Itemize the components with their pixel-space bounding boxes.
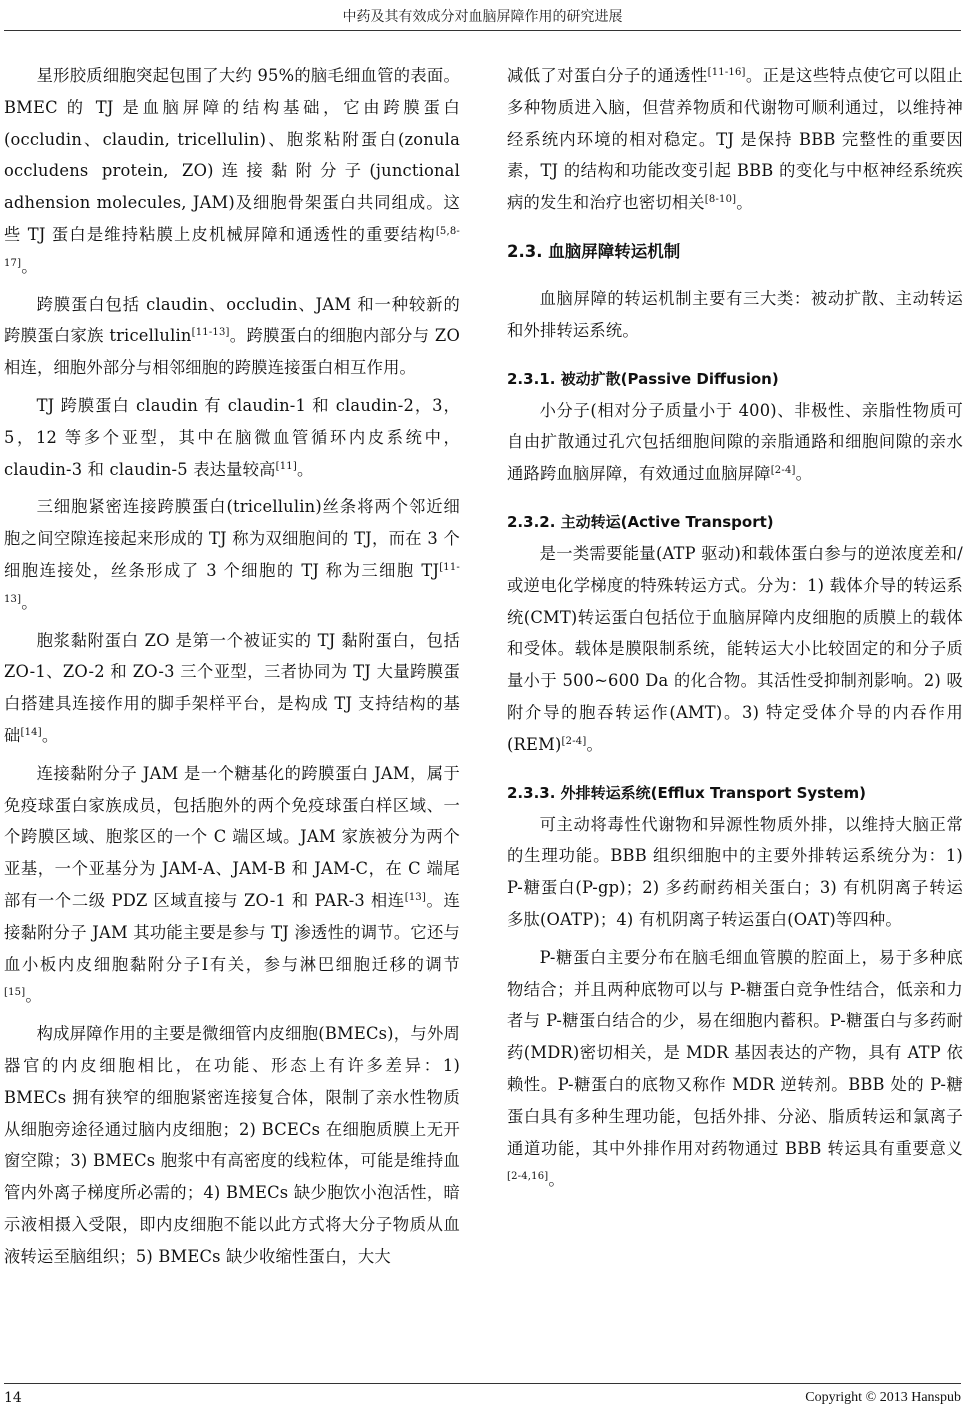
paragraph — [4, 1018, 460, 1272]
paragraph-end: 。 — [41, 725, 59, 745]
paragraph-end: 。 — [548, 1170, 565, 1190]
paragraph-end: 。 — [25, 986, 42, 1006]
left-column — [4, 60, 460, 1278]
paragraph-end: 。 — [795, 464, 813, 484]
paragraph-text: 。正是这些特点使它可以阻止多种物质进入脑，但营养物质和代谢物可顺利通过，以维持神经系统内环境的相对稳定。TJ 是保持 BBB 完整性的重要因素，TJ 的结构和功能改变引起 BBB 的变化与中枢神经系统疾病的发生和治疗也密切相关 — [507, 66, 963, 213]
paragraph-text: TJ 跨膜蛋白 claudin 有 claudin-1 和 claudin-2，3，5，12 等多个亚型，其中在脑微血管循环内皮系统中，claudin-3 和 claudin-5 表达量较高 — [4, 395, 460, 479]
paragraph — [4, 491, 460, 618]
paragraph-end: 。跨膜蛋白的细胞内部分与 ZO 相连，细胞外部分与相邻细胞的跨膜连接蛋白相互作用。 — [4, 326, 460, 378]
citation: [11-13] — [191, 327, 230, 339]
subsection-heading: 2.3.1. 被动扩散(Passive Diffusion) — [507, 369, 779, 388]
citation: [8-10] — [704, 194, 737, 206]
paragraph-text: 跨膜蛋白包括 claudin、occludin、JAM 和一种较新的跨膜蛋白家族 tricellulin — [4, 294, 460, 346]
paragraph-text: 三细胞紧密连接跨膜蛋白(tricellulin)丝条将两个邻近细胞之间空隙连接起来形成的 TJ 称为双细胞间的 TJ，而在 3 个细胞连接处，丝条形成了 3 个细胞的 TJ 称为三细胞 TJ — [4, 497, 460, 580]
citation: [11-13] — [4, 561, 460, 605]
paragraph-text: 血脑屏障的转运机制主要有三大类：被动扩散、主动转运和外排转运系统。 — [507, 288, 963, 340]
paragraph-text: 小分子(相对分子质量小于 400)、非极性、亲脂性物质可自由扩散通过孔穴包括细胞间隙的亲脂通路和细胞间隙的亲水通路跨血脑屏障，有效通过血脑屏障 — [507, 400, 963, 484]
paragraph-end: 。 — [586, 734, 603, 754]
right-column — [507, 60, 963, 1202]
copyright-notice: Copyright © 2013 Hanspub — [805, 1390, 961, 1405]
paragraph — [4, 60, 460, 283]
paragraph-end: 。 — [21, 256, 38, 276]
paragraph — [4, 390, 460, 485]
paragraph — [507, 538, 963, 761]
header-divider — [4, 30, 961, 31]
paragraph-text: 星形胶质细胞突起包围了大约 95%的脑毛细血管的表面。BMEC 的 TJ 是血脑屏障的结构基础，它由跨膜蛋白(occludin、claudin, tricellulin)、胞浆粘附蛋白(zonula occludens protein, ZO)连接黏附分子(junctional adhension molecules, JAM)及细胞骨架蛋白共同组成。这些 TJ 蛋白是维持粘膜上皮机械屏障和通透性的重要结构 — [4, 66, 460, 244]
section-heading: 2.3. 血脑屏障转运机制 — [507, 241, 681, 261]
paragraph-text: 。连接黏附分子 JAM 其功能主要是参与 TJ 渗透性的调节。它还与血小板内皮细胞黏附分子Ⅰ有关，参与淋巴细胞迁移的调节 — [4, 890, 460, 974]
paragraph-text: 减低了对蛋白分子的通透性 — [507, 66, 708, 85]
paragraph-end: 。 — [21, 592, 38, 612]
citation: [14] — [20, 726, 42, 738]
citation: [11-16] — [707, 67, 746, 78]
citation: [2-4,16] — [507, 1171, 549, 1183]
paragraph — [4, 289, 460, 384]
page-number: 14 — [4, 1390, 22, 1406]
paragraph-end: 。 — [296, 459, 314, 479]
citation: [2-4] — [770, 465, 796, 477]
paragraph-text: 构成屏障作用的主要是微细管内皮细胞(BMECs)，与外周器官的内皮细胞相比，在功能、形态上有许多差异：1) BMECs 拥有狭窄的细胞紧密连接复合体，限制了亲水性物质从细胞旁途径通过脑内皮细胞；2) BCECs 在细胞质膜上无开窗空隙；3) BMECs 胞浆中有高密度的线粒体，可能是维持血管内外离子梯度所必需的；4) BMECs 缺少胞饮小泡活性，暗示液相摄入受限，即内皮细胞不能以此方式将大分子物质从血液转运至脑组织；5) BMECs 缺少收缩性蛋白，大大 — [4, 1024, 460, 1266]
paragraph — [507, 283, 963, 347]
paragraph — [4, 758, 460, 1012]
citation: [13] — [404, 891, 427, 903]
paragraph — [507, 395, 963, 490]
running-title: 中药及其有效成分对血脑屏障作用的研究进展 — [342, 9, 623, 25]
paragraph-text: 是一类需要能量(ATP 驱动)和载体蛋白参与的逆浓度差和/或逆电化学梯度的特殊转运方式。分为：1) 载体介导的转运系统(CMT)转运蛋白包括位于血脑屏障内皮细胞的质膜上的载体和受体。载体是膜限制系统，能转运大小比较固定的和分子质量小于 500~600 Da 的化合物。其活性受抑制剂影响。2) 吸附介导的胞吞转运作(AMT)。3) 特定受体介导的内吞作用(REM) — [507, 543, 963, 754]
subsection-heading: 2.3.2. 主动转运(Active Transport) — [507, 512, 774, 531]
footer-divider — [4, 1383, 961, 1384]
citation: [11] — [275, 460, 297, 472]
paragraph-text: 胞浆黏附蛋白 ZO 是第一个被证实的 TJ 黏附蛋白，包括 ZO-1、ZO-2 和 ZO-3 三个亚型，三者协同为 TJ 大量跨膜蛋白搭建具连接作用的脚手架样平台，是构成 TJ 支持结构的基础 — [4, 630, 460, 745]
citation: [2-4] — [561, 735, 587, 747]
paragraph-text: P-糖蛋白主要分布在脑毛细血管膜的腔面上，易于多种底物结合；并且两种底物可以与 P-糖蛋白竞争性结合，低亲和力者与 P-糖蛋白结合的少，易在细胞内蓄积。P-糖蛋白与多药耐药(MDR)密切相关，是 MDR 基因表达的产物，具有 ATP 依赖性。P-糖蛋白的底物又称作 MDR 逆转剂。BBB 处的 P-糖蛋白具有多种生理功能，包括外排、分泌、脂质转运和氯离子通道功能，其中外排作用对药物通过 BBB 转运具有重要意义 — [507, 947, 963, 1158]
paragraph-end: 。 — [736, 193, 753, 213]
paragraph — [507, 60, 963, 219]
paragraph — [507, 942, 963, 1196]
paragraph — [507, 809, 963, 936]
citation: [15] — [4, 987, 26, 999]
paragraph-text: 可主动将毒性代谢物和异源性物质外排，以维持大脑正常的生理功能。BBB 组织细胞中的主要外排转运系统分为：1) P-糖蛋白(P-gp)；2) 多药耐药相关蛋白；3) 有机阴离子转运多肽(OATP)；4) 有机阴离子转运蛋白(OAT)等四种。 — [507, 814, 963, 929]
paragraph-text: 连接黏附分子 JAM 是一个糖基化的跨膜蛋白 JAM，属于免疫球蛋白家族成员，包括胞外的两个免疫球蛋白样区域、一个跨膜区域、胞浆区的一个 C 端区域。JAM 家族被分为两个亚基，一个亚基分为 JAM-A、JAM-B 和 JAM-C，在 C 端尾部有一个二级 PDZ 区域直接与 ZO-1 和 PAR-3 相连 — [4, 763, 460, 910]
paragraph — [4, 625, 460, 752]
citation: [5,8-17] — [4, 225, 460, 269]
subsection-heading: 2.3.3. 外排转运系统(Efflux Transport System) — [507, 783, 866, 802]
